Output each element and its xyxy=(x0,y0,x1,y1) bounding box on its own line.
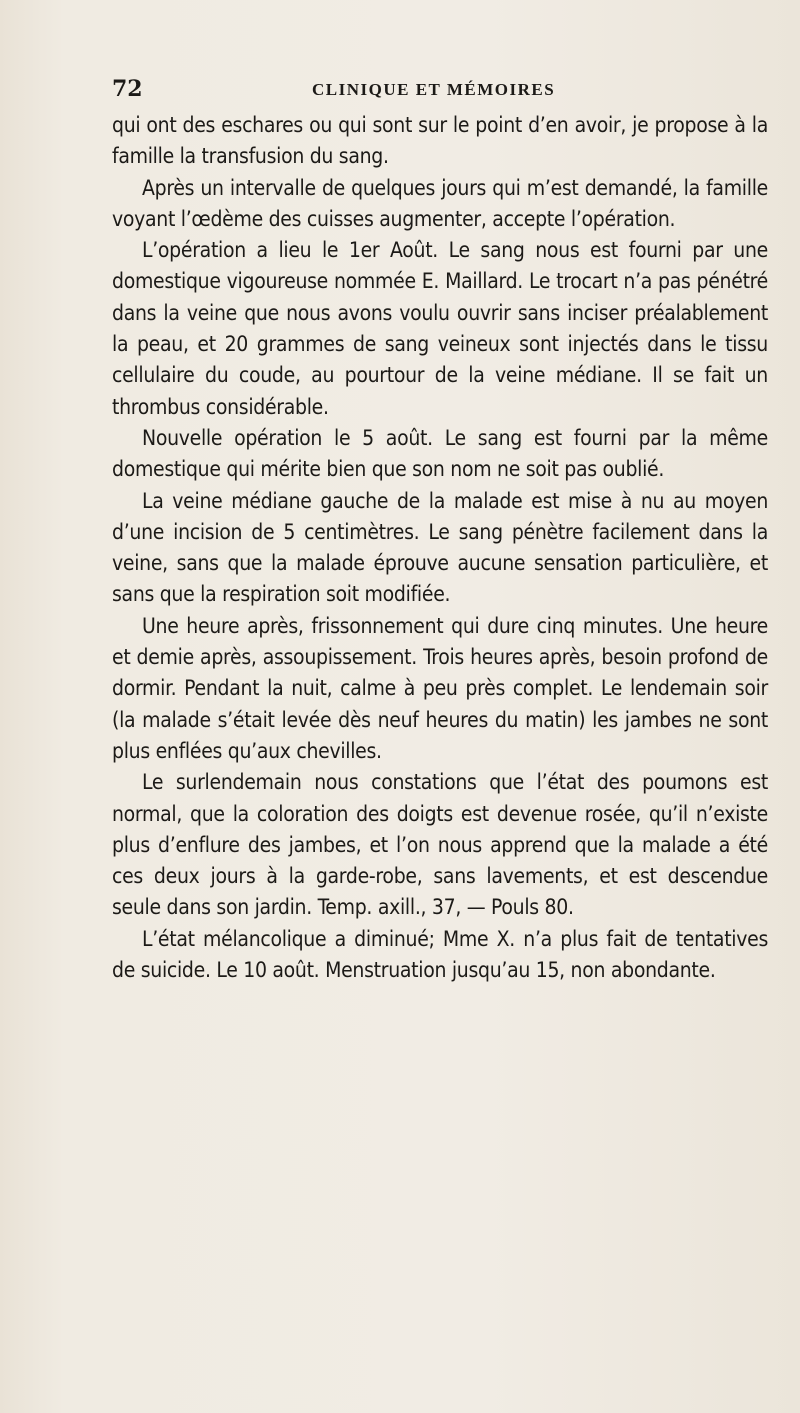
paragraph-7: Le surlendemain nous constations que l’état des poumons est normal, que la coloration des doigts est devenue rosée, qu’il n’existe plus d’enflure des jambes, et l’on nous apprend que la malade a été ces deux jours à la garde-robe, sans lavements, et est descendue seule dans son jardin. Temp. axill., 37, — Pouls 80. xyxy=(112,770,768,920)
page-number: 72 xyxy=(112,76,143,102)
running-title: CLINIQUE ET MÉMOIRES xyxy=(312,80,556,99)
paragraph-6: Une heure après, frissonnement qui dure cinq minutes. Une heure et demie après, assoupissement. Trois heures après, besoin profond de dormir. Pendant la nuit, calme à peu près complet. Le lendemain soir (la malade s’était levée dès neuf heures du matin) les jambes ne sont plus enflées qu’aux chevilles. xyxy=(112,613,768,763)
paragraph-8: L’état mélancolique a diminué; Mme X. n’a plus fait de tentatives de suicide. Le 10 août. Menstruation jusqu’au 15, non abondante. xyxy=(112,926,768,983)
body-text xyxy=(112,110,768,986)
running-head xyxy=(112,76,768,104)
paragraph-2: Après un intervalle de quelques jours qui m’est demandé, la famille voyant l’œdème des cuisses augmenter, accepte l’opération. xyxy=(112,175,768,231)
paragraph-5: La veine médiane gauche de la malade est mise à nu au moyen d’une incision de 5 centimètres. Le sang pénètre facilement dans la veine, sans que la malade éprouve aucune sensation particulière, et sans que la respiration soit modifiée. xyxy=(112,488,768,607)
paragraph-1: qui ont des eschares ou qui sont sur le point d’en avoir, je propose à la famille la transfusion du sang. xyxy=(112,113,768,169)
paragraph-4: Nouvelle opération le 5 août. Le sang est fourni par la même domestique qui mérite bien que son nom ne soit pas oublié. xyxy=(112,425,768,482)
paragraph-3: L’opération a lieu le 1er Août. Le sang nous est fourni par une domestique vigoureuse nommée E. Maillard. Le trocart n’a pas pénétré dans la veine que nous avons voulu ouvrir sans inciser préalablement la peau, et 20 grammes de sang veineux sont injectés dans le tissu cellulaire du coude, au pourtour de la veine médiane. Il se fait un thrombus considérable. xyxy=(112,238,768,419)
